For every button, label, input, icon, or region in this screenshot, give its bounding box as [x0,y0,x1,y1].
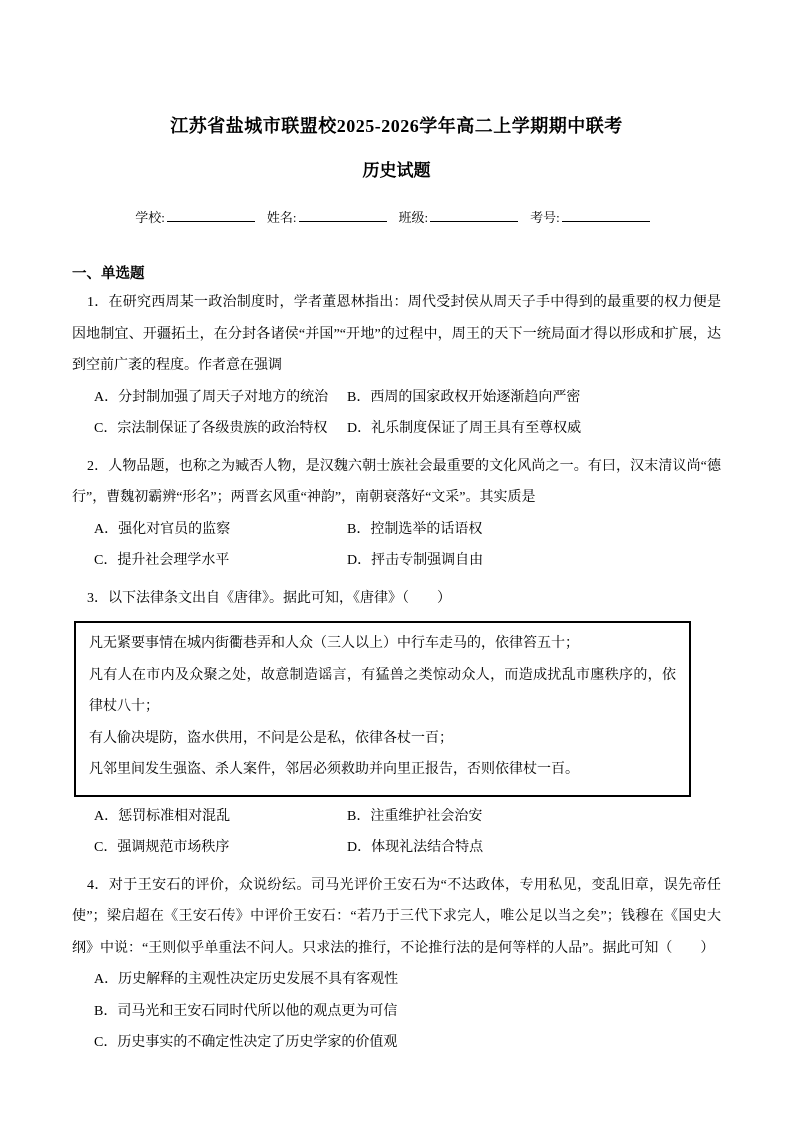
question-2 [72,451,721,577]
law-excerpt-box [74,621,691,797]
question-3-stem: 3．以下法律条文出自《唐律》。据此可知，《唐律》（ ） [87,590,451,606]
law-excerpt-line-4: 凡邻里间发生强盗、杀人案件，邻居必须救助并向里正报告，否则依律杖一百。 [89,762,579,777]
question-4-options [72,964,721,1059]
question-2-option-d: D．抨击专制强调自由 [347,553,484,568]
question-1-option-b: B．西周的国家政权开始逐渐趋向严密 [347,389,581,405]
name-blank-line [299,208,387,222]
law-excerpt-line-2: 凡有人在市内及众聚之处，故意制造谣言，有猛兽之类惊动众人，而造成扰乱市廛秩序的，依律杖八十； [89,667,676,714]
school-blank-line [167,208,255,222]
law-excerpt-line-3: 有人偷决堤防，盗水供用，不问是公是私，依律各杖一百； [89,730,453,746]
question-1-stem: 1．在研究西周某一政治制度时，学者董恩林指出：周代受封侯从周天子手中得到的最重要的权力便是因地制宜、开疆拓土，在分封各诸侯“并国”“开地”的过程中，周王的天下一统局面才得以形成和扩展，达到空前广袤的程度。作者意在强调 [72,295,721,373]
exam-number-blank-line [562,208,650,222]
section-heading: 一、单选题 [72,266,145,282]
question-4-option-a: A．历史解释的主观性决定历史发展不具有客观性 [94,972,399,987]
school-label: 学校: [135,210,165,225]
question-1 [72,287,721,445]
question-1-option-c: C．宗法制保证了各级贵族的政治特权 [94,421,328,436]
question-3 [72,583,721,864]
question-2-option-c: C．提升社会理学水平 [94,553,230,568]
question-3-option-d: D．体现礼法结合特点 [347,840,484,855]
name-field [267,210,395,225]
class-field [399,210,527,225]
question-4-stem: 4．对于王安石的评价，众说纷纭。司马光评价王安石为“不达政体，专用私见，变乱旧章，误先帝任使”；梁启超在《王安石传》中评价王安石：“若乃于三代下求完人，唯公足以当之矣”；钱穆在《国史大纲》中说：“王则似乎单重法不问人。只求法的推行，不论推行法的是何等样的人品”。据此可知（ ） [72,877,721,956]
question-4-option-c: C．历史事实的不确定性决定了历史学家的价值观 [94,1035,398,1050]
question-3-option-b: B．注重维护社会治安 [347,808,483,824]
student-info-line [72,207,721,226]
exam-number-field [530,210,658,225]
school-field [135,210,263,225]
question-3-options [72,801,721,864]
question-2-options [72,514,721,577]
question-1-option-a: A．分封制加强了周天子对地方的统治 [94,389,329,405]
law-excerpt-line-1: 凡无紧要事情在城内街衢巷弄和人众（三人以上）中行车走马的，依律笞五十； [89,636,579,651]
question-3-option-c: C．强调规范市场秩序 [94,840,230,855]
exam-title: 江苏省盐城市联盟校2025-2026学年高二上学期期中联考 [170,116,623,136]
question-2-stem: 2．人物品题，也称之为臧否人物，是汉魏六朝士族社会最重要的文化风尚之一。有曰，汉末清议尚“德行”，曹魏初霸辨“形名”；两晋玄风重“神韵”，南朝衰落好“文采”。其实质是 [72,458,721,505]
exam-number-label: 考号: [530,210,560,225]
class-label: 班级: [398,210,429,225]
exam-subtitle: 历史试题 [362,161,431,180]
question-4-option-b: B．司马光和王安石同时代所以他的观点更为可信 [94,1003,398,1019]
question-1-option-d: D．礼乐制度保证了周王具有至尊权威 [347,421,582,436]
question-4 [72,870,721,1059]
question-1-options [72,382,721,445]
question-2-option-a: A．强化对官员的监察 [94,521,231,537]
question-2-option-b: B．控制选举的话语权 [347,521,483,537]
question-3-option-a: A．惩罚标准相对混乱 [94,808,231,824]
class-blank-line [430,208,518,222]
name-label: 姓名: [266,210,297,225]
